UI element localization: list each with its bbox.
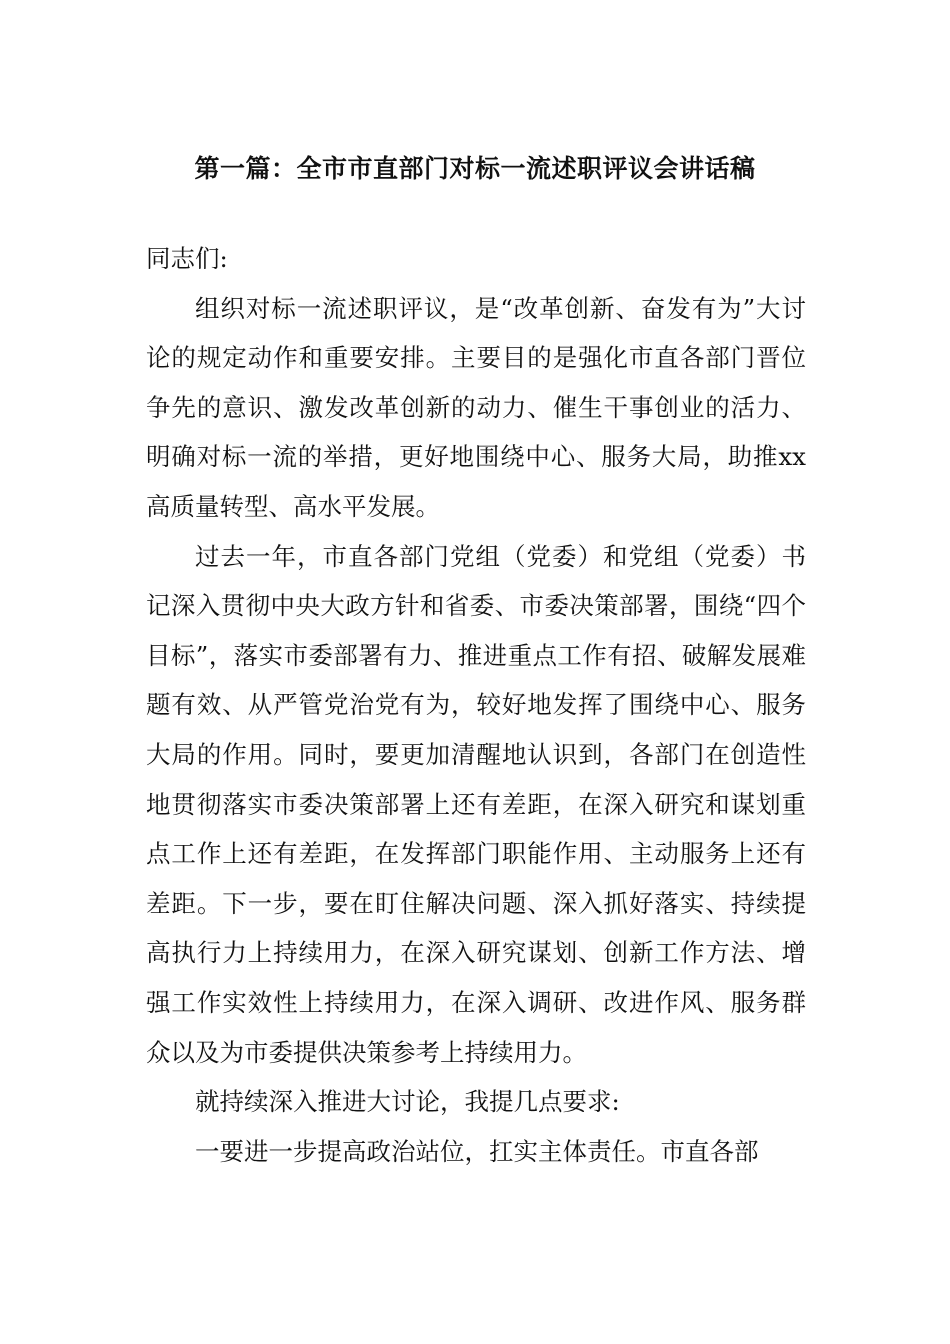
paragraph-requirements-lead: 就持续深入推进大讨论，我提几点要求: [195,1087,620,1117]
salutation: 同志们: [146,244,228,273]
paragraph-requirement-one: 一要进一步提高政治站位，扛实主体责任。市直各部 [195,1136,759,1166]
paragraph-intro: 组织对标一流述职评议，是“改革创新、奋发有为”大讨论的规定动作和重要安排。主要目的是强化市直各部门晋位争先的意识、激发改革创新的动力、催生干事创业的活力、明确对标一流的举措，更好地围绕中心、服务大局，助推xx高质量转型、高水平发展。 [146,293,806,521]
paragraph-review: 过去一年，市直各部门党组（党委）和党组（党委）书记深入贯彻中央大政方针和省委、市委决策部署，围绕“四个目标”，落实市委部署有力、推进重点工作有招、破解发展难题有效、从严管党治党有为，较好地发挥了围绕中心、服务大局的作用。同时，要更加清醒地认识到，各部门在创造性地贯彻落实市委决策部署上还有差距，在深入研究和谋划重点工作上还有差距，在发挥部门职能作用、主动服务上还有差距。下一步，要在盯住解决问题、深入抓好落实、持续提高执行力上持续用力，在深入研究谋划、创新工作方法、增强工作实效性上持续用力，在深入调研、改进作风、服务群众以及为市委提供决策参考上持续用力。 [146,541,806,1067]
document-title: 第一篇：全市市直部门对标一流述职评议会讲话稿 [194,153,756,183]
document-body [146,234,806,1176]
